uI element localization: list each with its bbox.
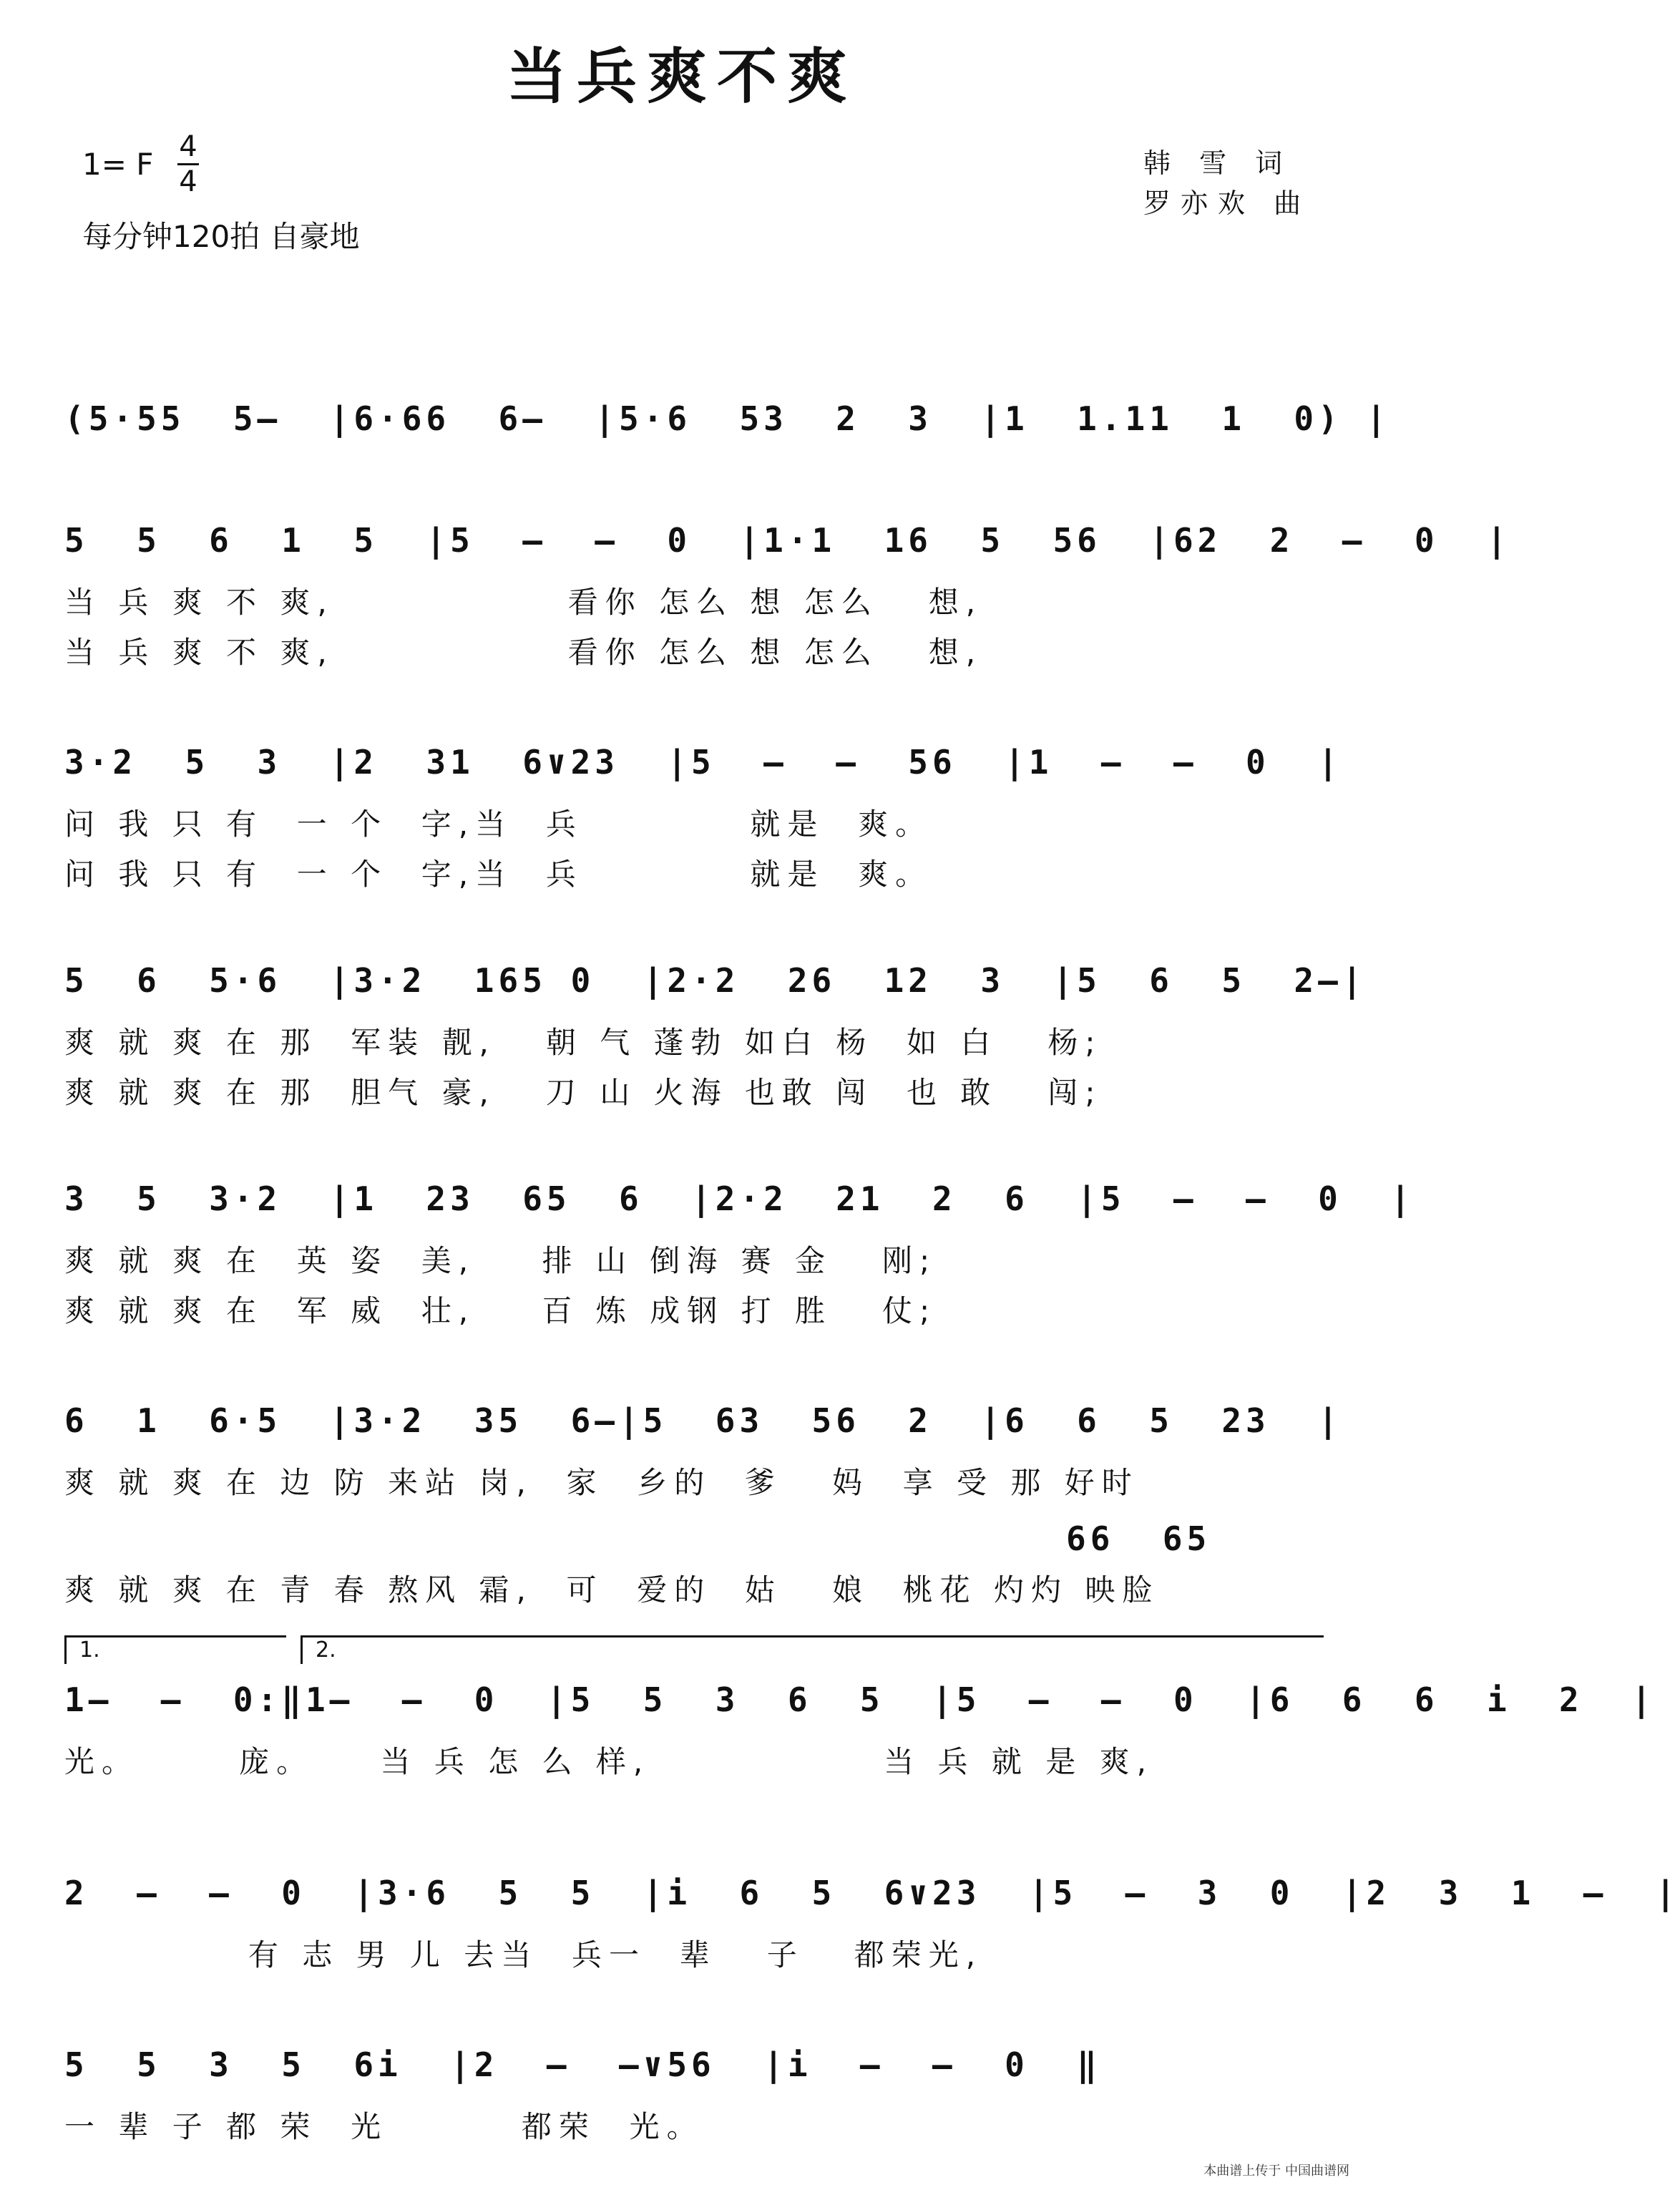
lyrics-verse-1: 爽 就 爽 在 边 防 来站 岗, 家 乡的 爹 妈 享 受 那 好时	[64, 1465, 1139, 1500]
song-title: 当兵爽不爽	[506, 42, 857, 112]
notes-line: 2 — — 0 |3·6 5 5 |i 6 5 6∨23 |5 — 3 0 |2 3 1 — |	[64, 1874, 1680, 1912]
notes-line: 1— — 0:‖1— — 0 |5 5 3 6 5 |5 — — 0 |6 6 6 i 2 |	[64, 1680, 1656, 1719]
notes-line: 5 6 5·6 |3·2 165 0 |2·2 26 12 3 |5 6 5 2—|	[64, 961, 1367, 1000]
alternate-notes: 66 65	[1066, 1519, 1211, 1558]
lyrics-verse-1: 爽 就 爽 在 那 军装 靓, 朝 气 蓬勃 如白 杨 如 白 杨;	[64, 1025, 1103, 1060]
notes-line: 6 1 6·5 |3·2 35 6—|5 63 56 2 |6 6 5 23 |	[64, 1401, 1342, 1440]
lyrics-verse-2: 当 兵 爽 不 爽, 看你 怎么 想 怎么 想,	[64, 635, 983, 670]
lyrics-line: 有 志 男 儿 去当 兵一 辈 子 都荣光,	[64, 1937, 983, 1972]
footer-credit: 本曲谱上传于 中国曲谱网	[1203, 2164, 1349, 2179]
credits	[1143, 143, 1311, 223]
notes-line: 5 5 6 1 5 |5 — — 0 |1·1 16 5 56 |62 2 — 0 |	[64, 521, 1511, 560]
lyrics-verse-1: 当 兵 爽 不 爽, 看你 怎么 想 怎么 想,	[64, 585, 983, 620]
lyrics-verse-1: 问 我 只 有 一 个 字,当 兵 就是 爽。	[64, 807, 933, 842]
key-signature: 1= F	[82, 147, 154, 182]
lyrics-verse-2: 爽 就 爽 在 那 胆气 豪, 刀 山 火海 也敢 闯 也 敢 闯;	[64, 1075, 1103, 1110]
time-signature	[175, 130, 201, 198]
lyrics-line: 一 辈 子 都 荣 光 都荣 光。	[64, 2109, 704, 2144]
lyrics-verse-2: 爽 就 爽 在 军 威 壮, 百 炼 成钢 打 胜 仗;	[64, 1293, 937, 1328]
lyrics-verse-2: 爽 就 爽 在 青 春 熬风 霜, 可 爱的 姑 娘 桃花 灼灼 映脸	[64, 1572, 1160, 1607]
composer-credit: 罗亦欢 曲	[1143, 188, 1312, 219]
notes-line: (5·55 5— |6·66 6— |5·6 53 2 3 |1 1.11 1 0) |	[64, 399, 1391, 438]
first-ending-bracket: 1.	[64, 1635, 286, 1664]
second-ending-bracket: 2.	[301, 1635, 1324, 1664]
lyrics-line: 光。 庞。 当 兵 怎 么 样, 当 兵 就 是 爽,	[64, 1744, 1153, 1779]
notes-line: 5 5 3 5 6i |2 — —∨56 |i — — 0 ‖	[64, 2045, 1101, 2084]
lyrics-verse-2: 问 我 只 有 一 个 字,当 兵 就是 爽。	[64, 857, 933, 892]
lyricist-credit: 韩 雪 词	[1143, 147, 1293, 179]
time-signature-top: 4	[179, 130, 197, 163]
lyrics-verse-1: 爽 就 爽 在 英 姿 美, 排 山 倒海 赛 金 刚;	[64, 1243, 937, 1278]
tempo-marking: 每分钟120拍 自豪地	[82, 219, 360, 254]
notes-line: 3·2 5 3 |2 31 6∨23 |5 — — 56 |1 — — 0 |	[64, 743, 1342, 782]
time-signature-bottom: 4	[179, 165, 197, 198]
notes-line: 3 5 3·2 |1 23 65 6 |2·2 21 2 6 |5 — — 0 |	[64, 1179, 1415, 1218]
